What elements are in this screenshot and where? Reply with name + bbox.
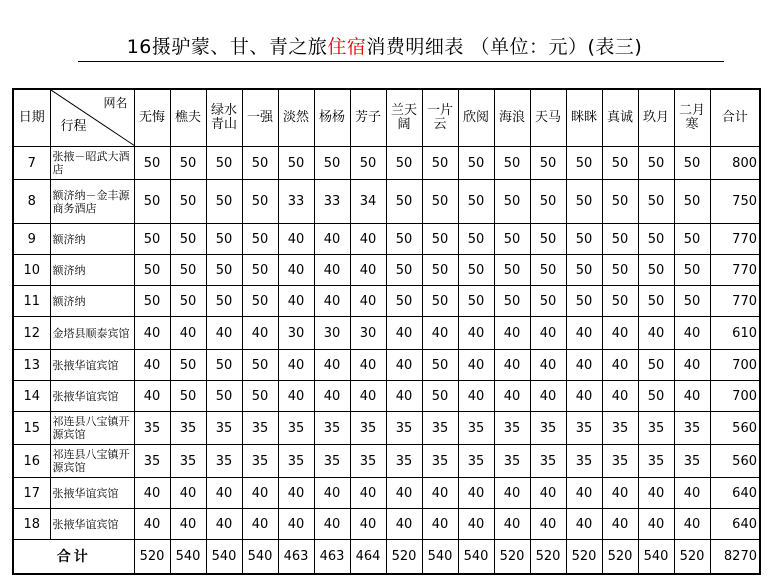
column-total-cell: 520 <box>386 540 422 574</box>
route-cell: 张掖华谊宾馆 <box>50 350 134 381</box>
day-header: 日期 <box>13 89 50 147</box>
table-title <box>0 32 769 59</box>
amount-cell: 40 <box>134 478 170 509</box>
amount-cell: 50 <box>638 180 674 224</box>
column-total-cell: 464 <box>350 540 386 574</box>
name-header: 绿水青山 <box>206 89 242 147</box>
amount-cell: 40 <box>314 224 350 255</box>
title-suffix: 消费明细表 （单位：元）(表三) <box>366 36 643 58</box>
amount-cell: 50 <box>206 180 242 224</box>
amount-cell: 50 <box>386 255 422 286</box>
amount-cell: 40 <box>242 317 278 350</box>
amount-cell: 50 <box>350 147 386 180</box>
amount-cell: 50 <box>674 224 710 255</box>
table-row <box>13 180 760 224</box>
amount-cell: 50 <box>134 180 170 224</box>
row-total-cell: 770 <box>710 286 760 317</box>
amount-cell: 50 <box>242 147 278 180</box>
amount-cell: 50 <box>170 255 206 286</box>
amount-cell: 40 <box>638 317 674 350</box>
amount-cell: 50 <box>602 224 638 255</box>
column-total-cell: 463 <box>314 540 350 574</box>
amount-cell: 40 <box>386 381 422 412</box>
amount-cell: 35 <box>638 445 674 478</box>
column-total-cell: 520 <box>566 540 602 574</box>
amount-cell: 50 <box>422 286 458 317</box>
amount-cell: 40 <box>674 509 710 540</box>
amount-cell: 40 <box>278 255 314 286</box>
amount-cell: 50 <box>278 147 314 180</box>
amount-cell: 40 <box>386 317 422 350</box>
table-row <box>13 381 760 412</box>
table-row <box>13 255 760 286</box>
column-total-cell: 520 <box>494 540 530 574</box>
route-cell: 额济纳 <box>50 224 134 255</box>
column-total-cell: 520 <box>602 540 638 574</box>
amount-cell: 50 <box>242 180 278 224</box>
row-total-cell: 770 <box>710 224 760 255</box>
amount-cell: 35 <box>134 445 170 478</box>
amount-cell: 50 <box>170 286 206 317</box>
amount-cell: 50 <box>206 255 242 286</box>
amount-cell: 50 <box>242 255 278 286</box>
name-header: 一片云 <box>422 89 458 147</box>
amount-cell: 40 <box>674 381 710 412</box>
name-header: 杨杨 <box>314 89 350 147</box>
amount-cell: 30 <box>350 317 386 350</box>
amount-cell: 30 <box>314 317 350 350</box>
amount-cell: 35 <box>134 412 170 445</box>
amount-cell: 34 <box>350 180 386 224</box>
name-header: 樵夫 <box>170 89 206 147</box>
amount-cell: 50 <box>422 180 458 224</box>
amount-cell: 50 <box>638 350 674 381</box>
name-header: 芳子 <box>350 89 386 147</box>
column-total-cell: 540 <box>206 540 242 574</box>
amount-cell: 40 <box>170 317 206 350</box>
amount-cell: 50 <box>206 224 242 255</box>
amount-cell: 35 <box>602 412 638 445</box>
amount-cell: 40 <box>530 381 566 412</box>
amount-cell: 40 <box>674 317 710 350</box>
amount-cell: 40 <box>350 381 386 412</box>
row-total-cell: 560 <box>710 412 760 445</box>
amount-cell: 40 <box>278 286 314 317</box>
name-header: 眯眯 <box>566 89 602 147</box>
name-header: 天马 <box>530 89 566 147</box>
row-total-cell: 770 <box>710 255 760 286</box>
amount-cell: 40 <box>278 381 314 412</box>
amount-cell: 40 <box>314 478 350 509</box>
amount-cell: 50 <box>386 180 422 224</box>
amount-cell: 40 <box>386 478 422 509</box>
amount-cell: 40 <box>530 350 566 381</box>
amount-cell: 50 <box>458 255 494 286</box>
amount-cell: 50 <box>494 147 530 180</box>
amount-cell: 40 <box>242 478 278 509</box>
name-header: 一强 <box>242 89 278 147</box>
amount-cell: 50 <box>602 255 638 286</box>
header-row <box>13 89 760 147</box>
amount-cell: 50 <box>602 180 638 224</box>
route-cell: 张掖华谊宾馆 <box>50 381 134 412</box>
amount-cell: 40 <box>314 509 350 540</box>
amount-cell: 40 <box>278 509 314 540</box>
amount-cell: 40 <box>494 381 530 412</box>
amount-cell: 35 <box>386 445 422 478</box>
amount-cell: 40 <box>206 509 242 540</box>
column-total-cell: 540 <box>170 540 206 574</box>
amount-cell: 40 <box>458 509 494 540</box>
amount-cell: 40 <box>674 350 710 381</box>
amount-cell: 40 <box>314 286 350 317</box>
amount-cell: 33 <box>278 180 314 224</box>
route-cell: 张掖华谊宾馆 <box>50 509 134 540</box>
amount-cell: 50 <box>494 224 530 255</box>
column-total-cell: 463 <box>278 540 314 574</box>
amount-cell: 50 <box>458 147 494 180</box>
route-cell: 祁连县八宝镇开源宾馆 <box>50 445 134 478</box>
amount-cell: 40 <box>206 317 242 350</box>
amount-cell: 40 <box>494 317 530 350</box>
amount-cell: 40 <box>350 286 386 317</box>
amount-cell: 50 <box>242 224 278 255</box>
amount-cell: 35 <box>638 412 674 445</box>
amount-cell: 40 <box>566 509 602 540</box>
table-row <box>13 147 760 180</box>
amount-cell: 40 <box>134 317 170 350</box>
amount-cell: 50 <box>602 147 638 180</box>
amount-cell: 40 <box>674 478 710 509</box>
amount-cell: 35 <box>422 412 458 445</box>
amount-cell: 33 <box>314 180 350 224</box>
day-cell: 11 <box>13 286 50 317</box>
amount-cell: 40 <box>494 478 530 509</box>
amount-cell: 50 <box>530 255 566 286</box>
amount-cell: 50 <box>638 381 674 412</box>
amount-cell: 50 <box>422 381 458 412</box>
table-row <box>13 286 760 317</box>
amount-cell: 50 <box>530 147 566 180</box>
day-cell: 15 <box>13 412 50 445</box>
amount-cell: 50 <box>170 224 206 255</box>
amount-cell: 40 <box>494 350 530 381</box>
route-cell: 张掖－昭武大酒店 <box>50 147 134 180</box>
amount-cell: 40 <box>278 224 314 255</box>
amount-cell: 35 <box>170 445 206 478</box>
title-prefix: 16摄驴蒙、甘、青之旅 <box>126 36 328 58</box>
amount-cell: 50 <box>458 180 494 224</box>
amount-cell: 50 <box>386 224 422 255</box>
row-total-cell: 610 <box>710 317 760 350</box>
amount-cell: 35 <box>494 445 530 478</box>
name-header: 海浪 <box>494 89 530 147</box>
day-cell: 18 <box>13 509 50 540</box>
amount-cell: 50 <box>206 147 242 180</box>
column-total-cell: 540 <box>242 540 278 574</box>
amount-cell: 40 <box>458 317 494 350</box>
amount-cell: 50 <box>386 286 422 317</box>
amount-cell: 40 <box>566 381 602 412</box>
column-total-cell: 520 <box>134 540 170 574</box>
amount-cell: 35 <box>206 445 242 478</box>
amount-cell: 40 <box>602 509 638 540</box>
table-row <box>13 412 760 445</box>
amount-cell: 40 <box>350 509 386 540</box>
amount-cell: 40 <box>638 478 674 509</box>
amount-cell: 40 <box>422 509 458 540</box>
name-header: 淡然 <box>278 89 314 147</box>
amount-cell: 40 <box>566 478 602 509</box>
amount-cell: 35 <box>278 412 314 445</box>
total-row <box>13 540 760 574</box>
amount-cell: 50 <box>314 147 350 180</box>
amount-cell: 35 <box>242 445 278 478</box>
amount-cell: 40 <box>458 478 494 509</box>
route-cell: 额济纳 <box>50 255 134 286</box>
row-total-cell: 640 <box>710 478 760 509</box>
amount-cell: 35 <box>314 445 350 478</box>
amount-cell: 40 <box>134 509 170 540</box>
amount-cell: 35 <box>242 412 278 445</box>
amount-cell: 50 <box>566 147 602 180</box>
amount-cell: 50 <box>638 286 674 317</box>
amount-cell: 50 <box>566 255 602 286</box>
amount-cell: 50 <box>134 224 170 255</box>
route-cell: 金塔县顺泰宾馆 <box>50 317 134 350</box>
amount-cell: 35 <box>530 412 566 445</box>
amount-cell: 50 <box>494 180 530 224</box>
amount-cell: 50 <box>494 255 530 286</box>
amount-cell: 50 <box>422 147 458 180</box>
column-total-cell: 540 <box>638 540 674 574</box>
amount-cell: 50 <box>422 224 458 255</box>
amount-cell: 35 <box>674 445 710 478</box>
amount-cell: 40 <box>350 350 386 381</box>
sum-label: 合计 <box>13 540 134 574</box>
amount-cell: 50 <box>494 286 530 317</box>
amount-cell: 35 <box>674 412 710 445</box>
amount-cell: 35 <box>530 445 566 478</box>
amount-cell: 40 <box>134 381 170 412</box>
row-total-cell: 640 <box>710 509 760 540</box>
amount-cell: 40 <box>602 381 638 412</box>
table-row <box>13 350 760 381</box>
column-total-cell: 520 <box>530 540 566 574</box>
amount-cell: 30 <box>278 317 314 350</box>
amount-cell: 50 <box>170 350 206 381</box>
route-cell: 张掖华谊宾馆 <box>50 478 134 509</box>
column-total-cell: 520 <box>674 540 710 574</box>
title-underline <box>78 61 724 62</box>
amount-cell: 40 <box>422 478 458 509</box>
amount-cell: 40 <box>422 317 458 350</box>
amount-cell: 50 <box>638 147 674 180</box>
amount-cell: 50 <box>674 147 710 180</box>
amount-cell: 50 <box>530 180 566 224</box>
amount-cell: 50 <box>206 286 242 317</box>
name-header: 真诚 <box>602 89 638 147</box>
amount-cell: 50 <box>458 224 494 255</box>
amount-cell: 35 <box>566 412 602 445</box>
name-header: 二月寒 <box>674 89 710 147</box>
day-cell: 13 <box>13 350 50 381</box>
amount-cell: 50 <box>422 255 458 286</box>
day-cell: 8 <box>13 180 50 224</box>
day-cell: 17 <box>13 478 50 509</box>
amount-cell: 40 <box>314 381 350 412</box>
name-header: 欣阅 <box>458 89 494 147</box>
amount-cell: 50 <box>134 147 170 180</box>
name-header: 无悔 <box>134 89 170 147</box>
amount-cell: 35 <box>458 445 494 478</box>
day-cell: 10 <box>13 255 50 286</box>
amount-cell: 50 <box>422 350 458 381</box>
name-header: 玖月 <box>638 89 674 147</box>
amount-cell: 40 <box>170 478 206 509</box>
amount-cell: 35 <box>170 412 206 445</box>
table-row <box>13 317 760 350</box>
amount-cell: 35 <box>458 412 494 445</box>
amount-cell: 40 <box>278 478 314 509</box>
amount-cell: 50 <box>134 255 170 286</box>
amount-cell: 50 <box>242 286 278 317</box>
corner-bottom-label: 行程 <box>60 119 87 134</box>
amount-cell: 35 <box>278 445 314 478</box>
amount-cell: 50 <box>386 147 422 180</box>
amount-cell: 50 <box>566 286 602 317</box>
amount-cell: 50 <box>638 255 674 286</box>
amount-cell: 40 <box>530 317 566 350</box>
day-cell: 12 <box>13 317 50 350</box>
row-total-cell: 700 <box>710 350 760 381</box>
amount-cell: 50 <box>602 286 638 317</box>
amount-cell: 50 <box>566 180 602 224</box>
corner-top-label: 网名 <box>103 96 128 110</box>
corner-header <box>50 89 134 147</box>
amount-cell: 40 <box>350 478 386 509</box>
amount-cell: 50 <box>206 381 242 412</box>
amount-cell: 40 <box>530 478 566 509</box>
row-total-cell: 800 <box>710 147 760 180</box>
amount-cell: 40 <box>566 317 602 350</box>
amount-cell: 35 <box>350 412 386 445</box>
amount-cell: 35 <box>386 412 422 445</box>
amount-cell: 40 <box>278 350 314 381</box>
row-total-cell: 750 <box>710 180 760 224</box>
amount-cell: 50 <box>242 350 278 381</box>
amount-cell: 40 <box>566 350 602 381</box>
table-row <box>13 445 760 478</box>
amount-cell: 35 <box>494 412 530 445</box>
name-header: 兰天阔 <box>386 89 422 147</box>
amount-cell: 50 <box>134 286 170 317</box>
amount-cell: 40 <box>602 350 638 381</box>
amount-cell: 40 <box>170 509 206 540</box>
route-cell: 额济纳 <box>50 286 134 317</box>
amount-cell: 40 <box>134 350 170 381</box>
amount-cell: 50 <box>674 255 710 286</box>
amount-cell: 50 <box>674 286 710 317</box>
amount-cell: 40 <box>602 478 638 509</box>
route-cell: 额济纳－金丰源商务酒店 <box>50 180 134 224</box>
amount-cell: 40 <box>206 478 242 509</box>
amount-cell: 50 <box>170 147 206 180</box>
amount-cell: 35 <box>602 445 638 478</box>
amount-cell: 40 <box>314 350 350 381</box>
amount-cell: 50 <box>170 180 206 224</box>
title-highlight: 住宿 <box>327 36 367 58</box>
column-total-cell: 540 <box>422 540 458 574</box>
amount-cell: 50 <box>242 381 278 412</box>
amount-cell: 50 <box>206 350 242 381</box>
amount-cell: 40 <box>386 350 422 381</box>
grand-total-cell: 8270 <box>710 540 760 574</box>
amount-cell: 40 <box>314 255 350 286</box>
amount-cell: 50 <box>530 286 566 317</box>
day-cell: 14 <box>13 381 50 412</box>
amount-cell: 40 <box>530 509 566 540</box>
amount-cell: 40 <box>494 509 530 540</box>
amount-cell: 35 <box>314 412 350 445</box>
expense-table <box>12 88 761 575</box>
amount-cell: 50 <box>458 286 494 317</box>
amount-cell: 40 <box>458 350 494 381</box>
amount-cell: 50 <box>530 224 566 255</box>
amount-cell: 40 <box>458 381 494 412</box>
amount-cell: 50 <box>566 224 602 255</box>
table-row <box>13 224 760 255</box>
amount-cell: 50 <box>638 224 674 255</box>
amount-cell: 40 <box>350 224 386 255</box>
amount-cell: 35 <box>422 445 458 478</box>
amount-cell: 35 <box>566 445 602 478</box>
day-cell: 7 <box>13 147 50 180</box>
amount-cell: 40 <box>602 317 638 350</box>
table-row <box>13 509 760 540</box>
day-cell: 9 <box>13 224 50 255</box>
column-total-cell: 540 <box>458 540 494 574</box>
amount-cell: 40 <box>386 509 422 540</box>
row-total-cell: 700 <box>710 381 760 412</box>
route-cell: 祁连县八宝镇开源宾馆 <box>50 412 134 445</box>
amount-cell: 40 <box>350 255 386 286</box>
row-total-cell: 560 <box>710 445 760 478</box>
amount-cell: 40 <box>242 509 278 540</box>
amount-cell: 40 <box>638 509 674 540</box>
amount-cell: 35 <box>350 445 386 478</box>
amount-cell: 35 <box>206 412 242 445</box>
amount-cell: 50 <box>170 381 206 412</box>
amount-cell: 50 <box>674 180 710 224</box>
day-cell: 16 <box>13 445 50 478</box>
total-header: 合计 <box>710 89 760 147</box>
table-row <box>13 478 760 509</box>
